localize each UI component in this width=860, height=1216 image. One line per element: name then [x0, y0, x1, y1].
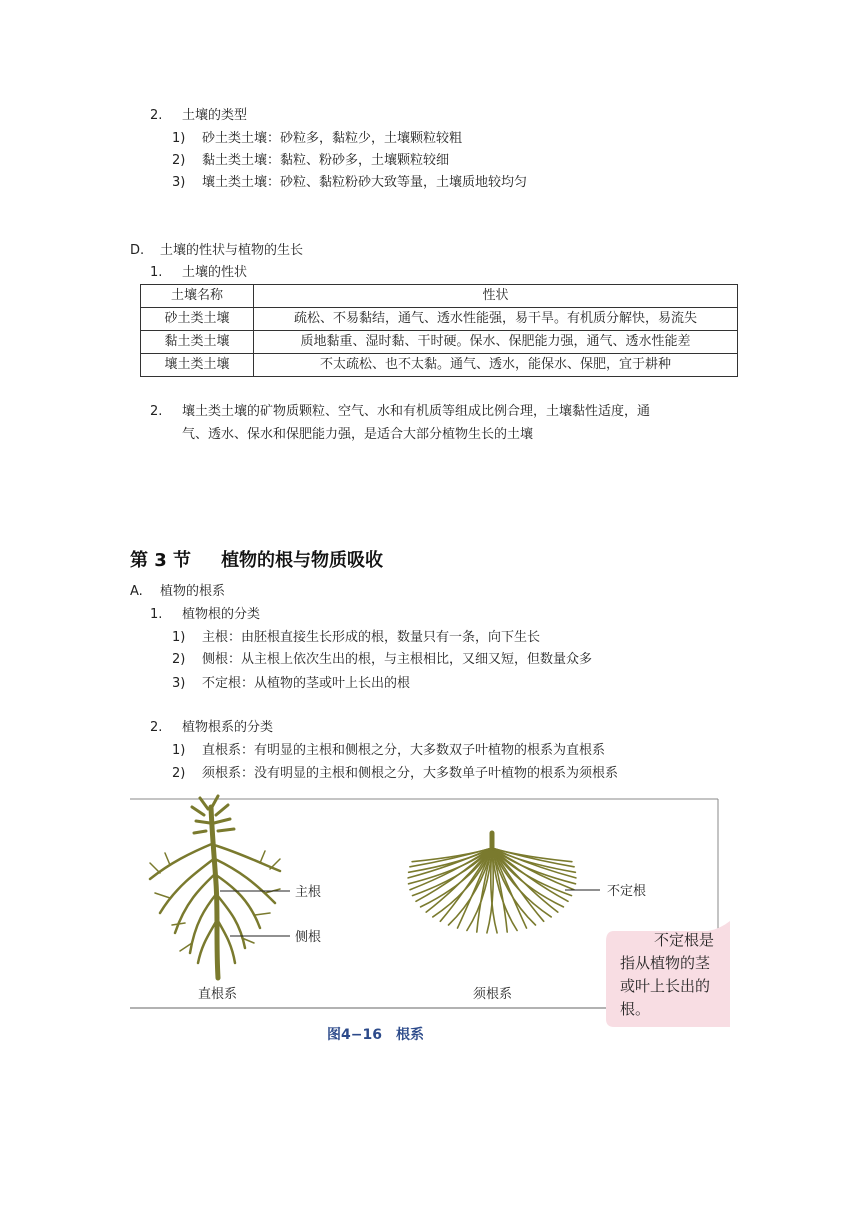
table-cell: 砂土类土壤: [141, 308, 254, 331]
list-number: 2): [172, 766, 186, 781]
list-number: 2.: [150, 404, 163, 419]
section-a-heading: [130, 582, 225, 602]
list-number: 1.: [150, 607, 163, 622]
list-number: 1.: [150, 265, 163, 280]
list-item-text: 直根系：有明显的主根和侧根之分，大多数双子叶植物的根系为直根系: [202, 743, 606, 758]
list-item: [172, 674, 410, 694]
table-cell: 疏松、不易黏结，通气、透水性能强，易干旱。有机质分解快，易流失: [254, 308, 738, 331]
list-item: [172, 151, 449, 171]
table-row: [141, 354, 738, 377]
table-cell: 壤土类土壤: [141, 354, 254, 377]
table-row: [141, 308, 738, 331]
list-number: 1): [172, 743, 186, 758]
table-header-cell: 性状: [254, 285, 738, 308]
heading-text: 土壤的性状: [182, 265, 248, 280]
list-item: [172, 628, 540, 648]
main-root-label: 主根: [295, 885, 322, 900]
section-number: 第 3 节: [130, 550, 192, 571]
list-number: 1): [172, 131, 186, 146]
note-line: 指从植物的茎: [620, 954, 711, 972]
list-item: [172, 129, 462, 149]
list-number: 2): [172, 652, 186, 667]
list-number: 2): [172, 153, 186, 168]
taproot-drawing: [150, 796, 280, 978]
figure-caption: 图4−16 根系: [327, 1027, 424, 1043]
list-item-text: 砂土类土壤：砂粒多，黏粒少，土壤颗粒较粗: [202, 131, 463, 146]
list-item-text: 壤土类土壤：砂粒、黏粒粉砂大致等量，土壤质地较均匀: [202, 175, 528, 190]
list-number: 2.: [150, 720, 163, 735]
heading-text: 土壤的性状与植物的生长: [160, 243, 304, 258]
list-item-text: 侧根：从主根上依次生出的根，与主根相比，又细又短，但数量众多: [202, 652, 593, 667]
soil-types-heading: [150, 106, 247, 126]
heading-text: 土壤的类型: [182, 108, 248, 123]
subsection-heading: [150, 718, 273, 738]
section-title-text: 植物的根与物质吸收: [221, 550, 384, 571]
list-item: [172, 173, 527, 193]
soil-properties-table: [140, 284, 738, 377]
taproot-caption: 直根系: [198, 987, 238, 1002]
heading-text: 植物根的分类: [182, 607, 261, 622]
subsection-heading: [150, 605, 260, 625]
list-item: [172, 741, 605, 761]
lateral-root-label: 侧根: [295, 930, 322, 945]
paragraph: [150, 402, 650, 422]
adventitious-root-label: 不定根: [607, 884, 647, 899]
list-item-text: 主根：由胚根直接生长形成的根，数量只有一条，向下生长: [202, 630, 541, 645]
fibrous-root-drawing: [408, 833, 576, 933]
table-header-cell: 土壤名称: [141, 285, 254, 308]
table-cell: 质地黏重、湿时黏、干时硬。保水、保肥能力强，通气、透水性能差: [254, 331, 738, 354]
section-letter: D.: [130, 243, 145, 258]
list-item-text: 须根系：没有明显的主根和侧根之分，大多数单子叶植物的根系为须根系: [202, 766, 619, 781]
table-cell: 不太疏松、也不太黏。通气、透水，能保水、保肥，宜于耕种: [254, 354, 738, 377]
note-line: 根。: [620, 1000, 651, 1018]
section-title: [130, 546, 383, 572]
subsection-heading: [150, 263, 247, 283]
root-system-figure: [130, 793, 730, 1045]
note-line: 或叶上长出的: [620, 977, 711, 995]
table-cell: 黏土类土壤: [141, 331, 254, 354]
list-item-text: 不定根：从植物的茎或叶上长出的根: [202, 676, 411, 691]
heading-text: 植物的根系: [160, 584, 226, 599]
section-letter: A.: [130, 584, 143, 599]
list-number: 3): [172, 676, 186, 691]
list-number: 2.: [150, 108, 163, 123]
list-item: [172, 764, 618, 784]
root-system-illustration: [130, 793, 730, 1045]
fibrous-caption: 须根系: [473, 987, 513, 1002]
heading-text: 植物根系的分类: [182, 720, 274, 735]
list-number: 1): [172, 630, 186, 645]
list-item-text: 黏土类土壤：黏粒、粉砂多，土壤颗粒较细: [202, 153, 450, 168]
note-line: 不定根是: [654, 931, 715, 949]
list-item: [172, 650, 592, 670]
table-header-row: [141, 285, 738, 308]
list-number: 3): [172, 175, 186, 190]
table-row: [141, 331, 738, 354]
section-d-heading: [130, 241, 303, 261]
paragraph-line: 壤土类土壤的矿物质颗粒、空气、水和有机质等组成比例合理，土壤黏性适度，通: [182, 404, 651, 419]
paragraph-line: 气、透水、保水和保肥能力强，是适合大部分植物生长的土壤: [182, 427, 534, 442]
